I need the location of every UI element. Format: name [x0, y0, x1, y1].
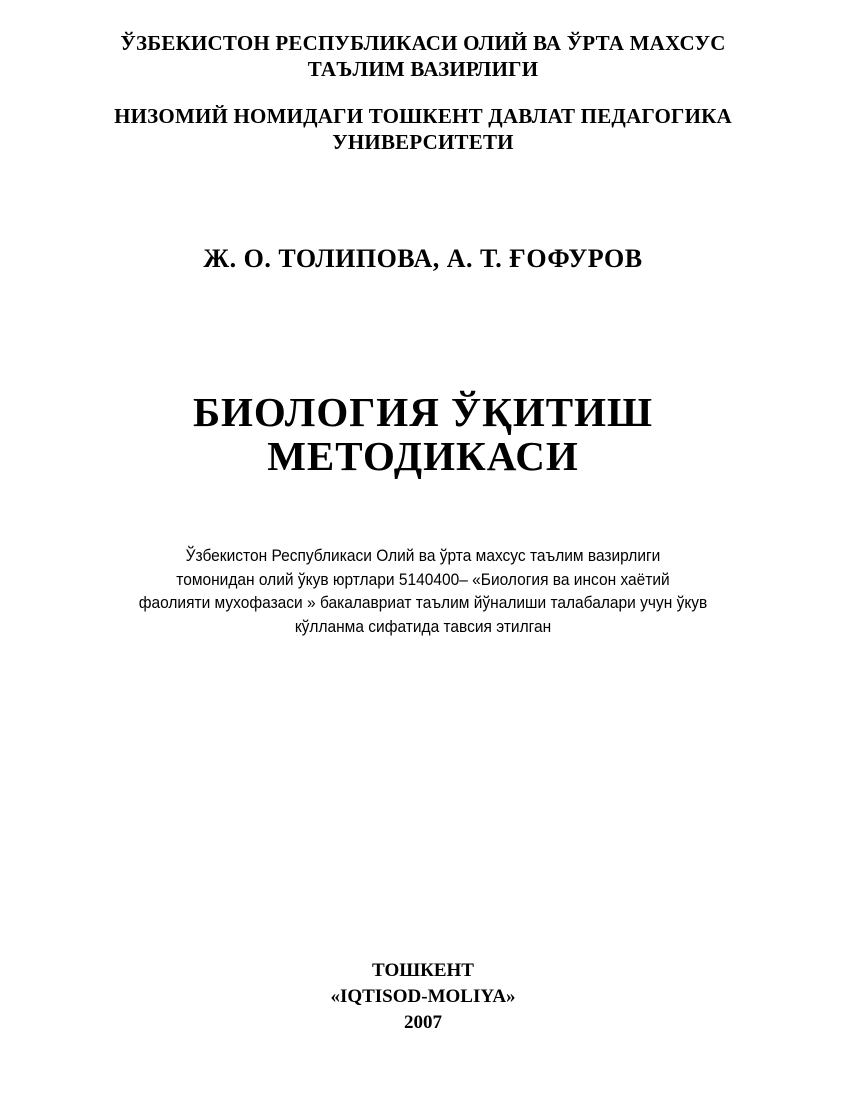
ministry-heading [0, 30, 846, 82]
imprint [0, 958, 846, 1036]
approval-note [0, 545, 846, 639]
university-line-2: УНИВЕРСИТЕТИ [332, 130, 514, 154]
approval-line-3: фаолияти мухофазаси » бакалавриат таълим йўналиши талабалари учун ўкув [138, 594, 708, 612]
approval-line-4: кўлланма сифатида тавсия этилган [294, 617, 552, 636]
book-title-line-1: БИОЛОГИЯ ЎҚИТИШ [192, 389, 654, 435]
imprint-publisher: «IQTISOD-MOLIYA» [330, 986, 516, 1007]
ministry-line-2: ТАЪЛИМ ВАЗИРЛИГИ [307, 57, 539, 81]
book-title [0, 390, 846, 478]
approval-line-1: Ўзбекистон Республикаси Олий ва ўрта махсус таълим вазирлиги [185, 547, 661, 565]
authors: Ж. О. ТОЛИПОВА, А. Т. ҒОФУРОВ [203, 244, 643, 273]
university-line-1: НИЗОМИЙ НОМИДАГИ ТОШКЕНТ ДАВЛАТ ПЕДАГОГИКА [114, 104, 732, 128]
imprint-year: 2007 [404, 1012, 442, 1033]
imprint-city: ТОШКЕНТ [372, 960, 474, 981]
approval-line-2: томонидан олий ўкув юртлари 5140400– «Биология ва инсон хаётий [176, 570, 670, 589]
book-title-line-2: МЕТОДИКАСИ [267, 433, 579, 479]
ministry-line-1: ЎЗБЕКИСТОН РЕСПУБЛИКАСИ ОЛИЙ ВА ЎРТА МАХСУС [120, 31, 726, 55]
university-heading [0, 103, 846, 155]
